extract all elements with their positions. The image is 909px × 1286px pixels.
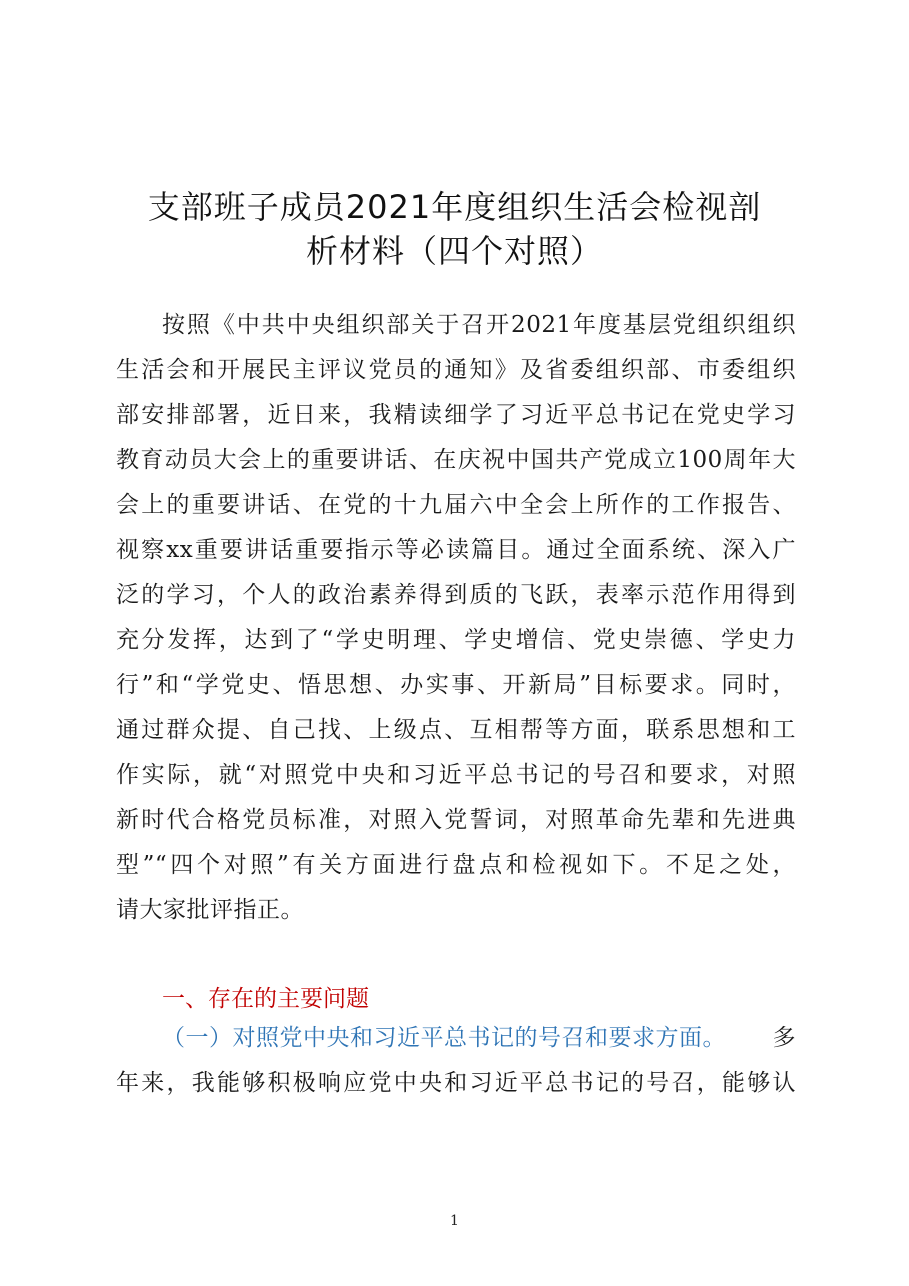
paragraph-line: 年来，我能够积极响应党中央和习近平总书记的号召，能够认 xyxy=(116,1070,796,1096)
paragraph-line: 泛的学习，个人的政治素养得到质的飞跃，表率示范作用得到 xyxy=(116,582,796,608)
paragraph-line: 作实际，就“对照党中央和习近平总书记的号召和要求，对照 xyxy=(116,762,796,788)
paragraph-line: 会上的重要讲话、在党的十九届六中全会上所作的工作报告、 xyxy=(116,492,796,518)
paragraph-line: 通过群众提、自己找、上级点、互相帮等方面，联系思想和工 xyxy=(116,717,796,743)
paragraph-line: 行”和“学党史、悟思想、办实事、开新局”目标要求。同时， xyxy=(116,672,796,698)
paragraph-line: 按照《中共中央组织部关于召开2021年度基层党组织组织 xyxy=(162,312,796,338)
subsection-heading: （一）对照党中央和习近平总书记的号召和要求方面。 xyxy=(162,1025,726,1051)
page-number: 1 xyxy=(450,1213,459,1229)
paragraph-line: 视察xx重要讲话重要指示等必读篇目。通过全面系统、深入广 xyxy=(116,537,796,563)
subsection-first-line xyxy=(162,1023,796,1054)
paragraph-line: 型”“四个对照”有关方面进行盘点和检视如下。不足之处， xyxy=(116,852,796,878)
paragraph-line: 部安排部署，近日来，我精读细学了习近平总书记在党史学习 xyxy=(116,402,796,428)
subsection-text-start: 多 xyxy=(772,1025,796,1051)
document-title-line-1: 支部班子成员2021年度组织生活会检视剖 xyxy=(147,188,762,226)
paragraph-line: 充分发挥，达到了“学史明理、学史增信、党史崇德、学史力 xyxy=(116,627,796,653)
section-heading: 一、存在的主要问题 xyxy=(162,986,369,1012)
document-title-line-2: 析材料（四个对照） xyxy=(305,232,603,270)
paragraph-line: 生活会和开展民主评议党员的通知》及省委组织部、市委组织 xyxy=(116,357,796,383)
paragraph-line: 请大家批评指正。 xyxy=(116,897,304,923)
paragraph-line: 新时代合格党员标准，对照入党誓词，对照革命先辈和先进典 xyxy=(116,807,796,833)
paragraph-line: 教育动员大会上的重要讲话、在庆祝中国共产党成立100周年大 xyxy=(116,447,796,473)
